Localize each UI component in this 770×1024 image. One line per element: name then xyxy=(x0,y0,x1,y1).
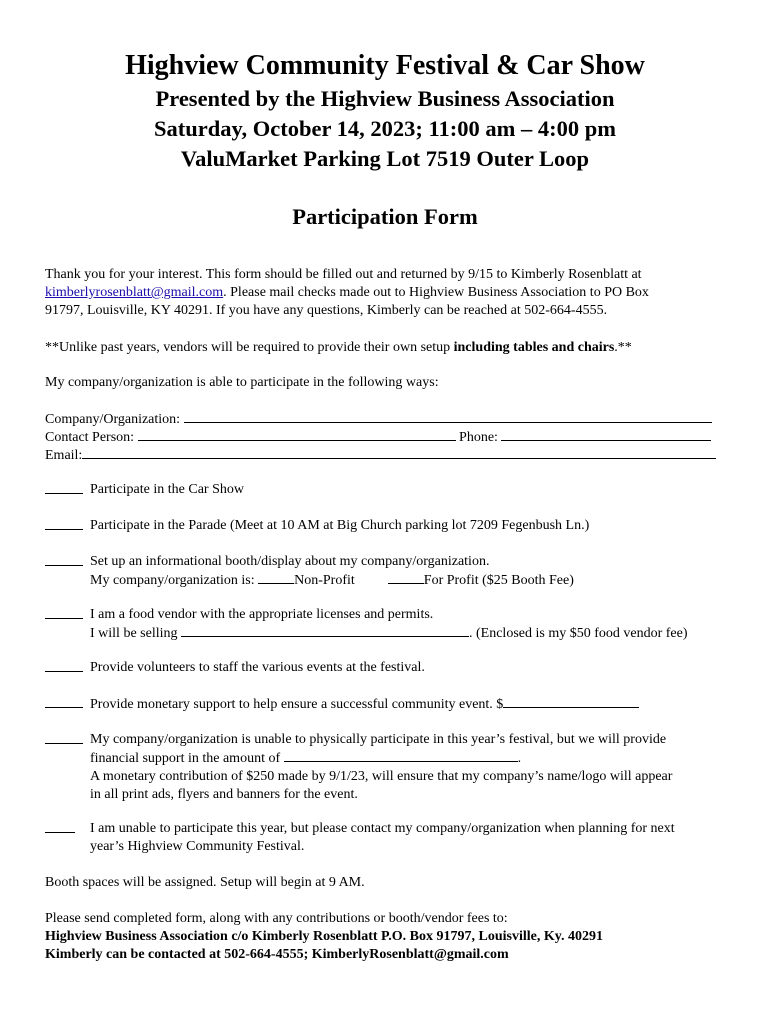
food-selling-input-line[interactable] xyxy=(181,624,469,637)
financial-amount-prefix: financial support in the amount of xyxy=(90,751,281,766)
contact-info: Kimberly can be contacted at 502-664-4555; KimberlyRosenblatt@gmail.com xyxy=(45,947,509,962)
booth-type-prefix: My company/organization is: xyxy=(90,573,255,588)
option-monetary xyxy=(45,695,83,714)
monetary-checkline[interactable] xyxy=(45,695,83,708)
booth-text xyxy=(90,553,730,590)
form-title: Participation Form xyxy=(292,204,478,229)
unable-text xyxy=(90,820,730,856)
header xyxy=(0,50,770,174)
forprofit-checkline[interactable] xyxy=(388,571,424,584)
event-title: Highview Community Festival & Car Show xyxy=(125,50,645,81)
intro-line-1: Thank you for your interest. This form should be filled out and returned by 9/15 to Kimberly Rosenblatt at xyxy=(45,267,642,282)
option-food-vendor xyxy=(45,606,83,625)
option-financial-support xyxy=(45,731,83,750)
financial-support-checkline[interactable] xyxy=(45,731,83,744)
financial-amount-line[interactable] xyxy=(284,749,518,762)
company-input-line[interactable] xyxy=(184,410,712,423)
financial-support-text xyxy=(90,731,730,804)
option-volunteers xyxy=(45,659,83,678)
financial-line-1: My company/organization is unable to physically participate in this year’s festival, but we will provide xyxy=(90,732,667,747)
parade-label: Participate in the Parade (Meet at 10 AM at Big Church parking lot 7209 Fegenbush Ln.) xyxy=(90,518,590,533)
food-fee-note: . (Enclosed is my $50 food vendor fee) xyxy=(469,626,688,641)
ways-intro: My company/organization is able to participate in the following ways: xyxy=(45,375,439,390)
nonprofit-label: Non-Profit xyxy=(294,573,355,588)
monetary-row xyxy=(90,695,730,714)
contact-label: Contact Person: xyxy=(45,430,135,445)
vendor-note xyxy=(45,339,745,357)
booth-line-2 xyxy=(90,571,730,590)
food-selling-prefix: I will be selling xyxy=(90,626,178,641)
vendor-note-bold: including tables and chairs xyxy=(453,340,615,355)
monetary-amount-line[interactable] xyxy=(503,695,639,708)
unable-line-1: I am unable to participate this year, but please contact my company/organization when planning for next xyxy=(90,821,675,836)
booth-assignment-note: Booth spaces will be assigned. Setup will begin at 9 AM. xyxy=(45,875,365,890)
company-label: Company/Organization: xyxy=(45,412,181,427)
option-booth xyxy=(45,553,83,572)
presenter-line: Presented by the Highview Business Association xyxy=(155,86,615,111)
food-line-2 xyxy=(90,624,730,643)
date-time-line: Saturday, October 14, 2023; 11:00 am – 4:00 pm xyxy=(153,116,617,141)
intro-paragraph xyxy=(45,266,745,320)
email-input-line[interactable] xyxy=(82,446,716,459)
contact-field-row xyxy=(45,428,735,447)
monetary-label: Provide monetary support to help ensure a successful community event. $ xyxy=(90,697,504,712)
unable-line-2: year’s Highview Community Festival. xyxy=(90,839,305,854)
option-car-show xyxy=(45,481,83,500)
contact-input-line[interactable] xyxy=(138,428,456,441)
food-vendor-checkline[interactable] xyxy=(45,606,83,619)
vendor-note-end: .** xyxy=(614,340,632,355)
intro-line-2 xyxy=(45,284,745,302)
vendor-note-start: **Unlike past years, vendors will be required to provide their own setup xyxy=(45,340,454,355)
company-field-row xyxy=(45,410,735,429)
email-field-row xyxy=(45,446,735,465)
email-label: Email: xyxy=(45,448,83,463)
email-link[interactable]: kimberlyrosenblatt@gmail.com xyxy=(45,285,224,300)
car-show-checkline[interactable] xyxy=(45,481,83,494)
food-line-1: I am a food vendor with the appropriate licenses and permits. xyxy=(90,607,434,622)
option-parade xyxy=(45,517,83,536)
intro-line-2-rest: . Please mail checks made out to Highview Business Association to PO Box xyxy=(223,285,649,300)
financial-line-3: A monetary contribution of $250 made by 9/1/23, will ensure that my company’s name/logo will appear xyxy=(90,769,673,784)
phone-label: Phone: xyxy=(459,430,498,445)
location-line: ValuMarket Parking Lot 7519 Outer Loop xyxy=(180,146,590,171)
financial-line-4: in all print ads, flyers and banners for the event. xyxy=(90,787,358,802)
food-vendor-text xyxy=(90,606,730,643)
nonprofit-checkline[interactable] xyxy=(258,571,294,584)
mailing-address: Highview Business Association c/o Kimberly Rosenblatt P.O. Box 91797, Louisville, Ky. 40291 xyxy=(45,929,603,944)
parade-checkline[interactable] xyxy=(45,517,83,530)
mailing-instructions xyxy=(45,910,745,964)
car-show-label: Participate in the Car Show xyxy=(90,482,244,497)
intro-line-3: 91797, Louisville, KY 40291. If you have any questions, Kimberly can be reached at 502-664-4555. xyxy=(45,303,608,318)
forprofit-label: For Profit ($25 Booth Fee) xyxy=(423,573,574,588)
booth-line-1: Set up an informational booth/display about my company/organization. xyxy=(90,554,490,569)
financial-line-2: financial support in the amount of . xyxy=(90,751,522,766)
unable-checkline[interactable] xyxy=(45,820,75,833)
option-unable xyxy=(45,820,75,839)
send-intro: Please send completed form, along with any contributions or booth/vendor fees to: xyxy=(45,911,508,926)
phone-input-line[interactable] xyxy=(501,428,711,441)
booth-checkline[interactable] xyxy=(45,553,83,566)
volunteers-checkline[interactable] xyxy=(45,659,83,672)
volunteers-label: Provide volunteers to staff the various events at the festival. xyxy=(90,660,425,675)
